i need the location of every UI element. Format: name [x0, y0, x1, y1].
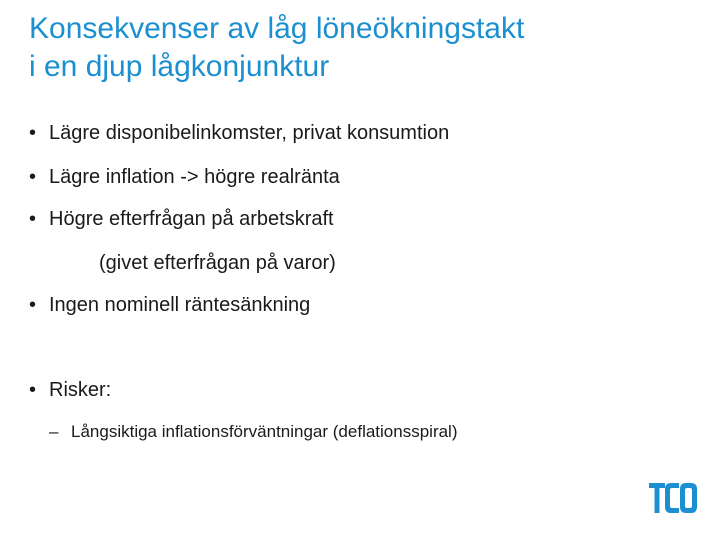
bullet-item-risks	[29, 378, 111, 402]
sub-bullet-marker: –	[49, 422, 59, 441]
bullet-text: Ingen nominell räntesänkning	[49, 294, 311, 316]
bullet-marker: •	[29, 166, 37, 188]
sub-bullet-text: Långsiktiga inflationsförväntningar (deflationsspiral)	[71, 422, 458, 441]
bullet-text: Högre efterfrågan på arbetskraft	[49, 208, 334, 230]
bullet-item-labour-demand	[29, 207, 334, 231]
slide-title-line-1: Konsekvenser av låg löneökningstakt	[29, 12, 525, 45]
tco-logo-icon	[649, 481, 697, 515]
bullet-item-no-rate-cut	[29, 293, 310, 317]
bullet-text: Lägre disponibelinkomster, privat konsumtion	[49, 122, 450, 144]
bullet-text: Lägre inflation -> högre realränta	[49, 166, 340, 188]
bullet-marker: •	[29, 208, 37, 230]
bullet-text: Risker:	[49, 379, 112, 401]
bullet-item-disposable-income	[29, 121, 449, 145]
slide-title	[29, 10, 689, 86]
slide-title-line-2: i en djup lågkonjunktur	[29, 50, 330, 83]
bullet-item-inflation	[29, 165, 340, 189]
bullet-marker: •	[29, 379, 37, 401]
sub-bullet-item-inflation-expectations	[49, 421, 458, 443]
bullet-marker: •	[29, 122, 37, 144]
bullet-marker: •	[29, 294, 37, 316]
bullet-continuation-text: (givet efterfrågan på varor)	[99, 252, 336, 274]
